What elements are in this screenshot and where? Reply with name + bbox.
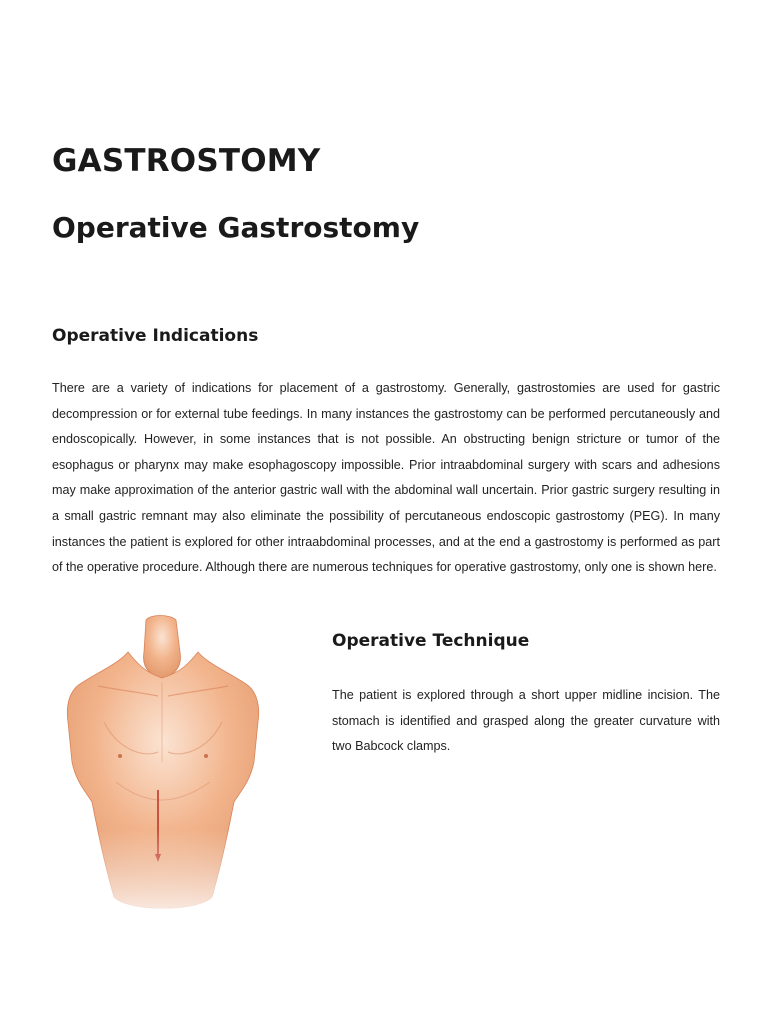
indications-heading: Operative Indications (52, 326, 259, 346)
page-title: GASTROSTOMY (52, 143, 321, 179)
indications-paragraph: There are a variety of indications for placement of a gastrostomy. Generally, gastrostomies are used for gastric decompression or for external tube feedings. In many instances the gastrostomy can be performed percutaneously and endoscopically. However, in some instances that is not possible. An obstructing benign stricture or tumor of the esophagus or pharynx may make esophagoscopy impossible. Prior intraabdominal surgery with scars and adhesions may make approximation of the anterior gastric wall with the abdominal wall uncertain. Prior gastric surgery resulting in a small gastric remnant may also eliminate the possibility of percutaneous endoscopic gastrostomy (PEG). In many instances the patient is explored for other intraabdominal processes, and at the end a gastrostomy is performed as part of the operative procedure. Although there are numerous techniques for operative gastrostomy, only one is shown here. (52, 381, 720, 575)
section-title: Operative Gastrostomy (52, 211, 420, 244)
technique-heading: Operative Technique (332, 631, 530, 651)
technique-paragraph: The patient is explored through a short upper midline incision. The stomach is identified and grasped along the greater curvature with two Babcock clamps. (332, 688, 720, 754)
torso-illustration (58, 612, 268, 922)
